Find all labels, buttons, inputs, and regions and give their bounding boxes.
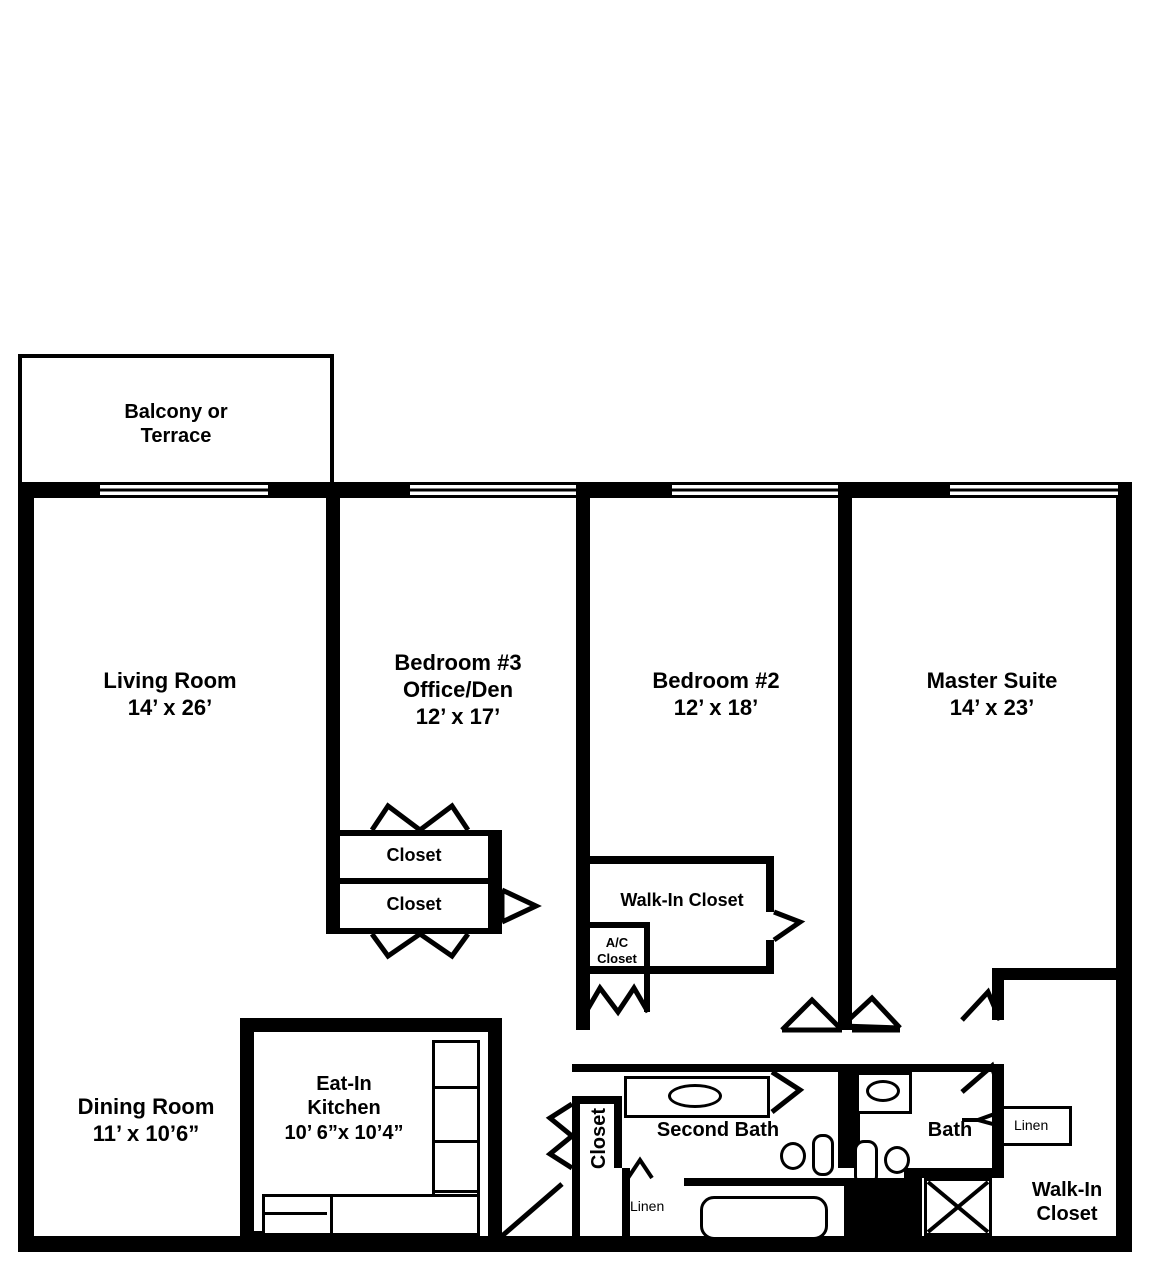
room-label-bedroom-2: Bedroom #2 12’ x 18’ <box>652 668 780 720</box>
linen-master-label: Linen <box>1014 1117 1049 1133</box>
second-bath-sink <box>668 1084 722 1108</box>
balcony-wall-left <box>18 354 22 490</box>
master-bath-top-wall <box>850 1064 1004 1072</box>
kitchen-wall-left <box>240 1018 254 1236</box>
closet-block-top-wall <box>326 830 502 836</box>
window-living-room <box>100 482 268 498</box>
room-label-living-room: Living Room 14’ x 26’ <box>103 668 237 720</box>
window-bedroom-2 <box>672 482 840 498</box>
room-label-bedroom-3: Bedroom #3 Office/Den 12’ x 17’ <box>394 650 522 729</box>
walkin-closet-bedroom2-label: Walk-In Closet <box>620 890 744 910</box>
master-walkin-wall-left <box>992 968 1004 1020</box>
hall-closet-top-wall <box>572 1096 622 1104</box>
master-walkin-wall-left-lower <box>992 1064 1004 1172</box>
kitchen-counter-bottom-divider-1 <box>330 1194 333 1236</box>
master-walkin-closet-label: Walk-In Closet <box>1031 1179 1103 1226</box>
balcony-wall-right <box>330 354 334 490</box>
kitchen-counter-divider-2 <box>432 1140 480 1143</box>
kitchen-wall-top <box>240 1018 414 1032</box>
exterior-wall-right <box>1116 482 1132 1252</box>
utility-block <box>844 1178 922 1236</box>
closet-label-lower: Closet <box>386 894 442 914</box>
room-label-kitchen: Eat-In Kitchen 10’ 6”x 10’4” <box>284 1073 404 1144</box>
walkin-bed2-bottom-wall <box>590 966 774 974</box>
closet-block-mid-wall <box>326 878 502 884</box>
wall-bedroom2-master <box>838 482 852 1030</box>
second-bath-label: Second Bath <box>656 1119 780 1141</box>
shower-pan-master <box>924 1178 992 1236</box>
exterior-wall-bottom <box>18 1236 1132 1252</box>
window-bedroom-3 <box>410 482 578 498</box>
window-master <box>950 482 1118 498</box>
kitchen-counter-bottom <box>262 1194 480 1236</box>
hall-closet-left-wall <box>572 1096 580 1236</box>
room-label-dining-room: Dining Room 11’ x 10’6” <box>77 1094 215 1146</box>
kitchen-counter-divider-1 <box>432 1086 480 1089</box>
ac-closet-top-wall <box>584 922 650 928</box>
room-label-master-suite: Master Suite 14’ x 23’ <box>926 668 1058 720</box>
second-bath-right-wall <box>838 1064 850 1168</box>
kitchen-counter-divider-3 <box>432 1190 480 1193</box>
closet-label-upper: Closet <box>386 845 442 865</box>
room-label-balcony: Balcony or Terrace <box>124 401 228 448</box>
second-bath-tub-wall-top <box>684 1178 844 1186</box>
second-bath-toilet <box>780 1142 806 1170</box>
exterior-wall-left <box>18 482 34 1252</box>
master-walkin-wall-top <box>992 968 1116 980</box>
hall-closet-label: Closet <box>588 1108 610 1170</box>
ac-closet-label: A/C Closet <box>597 935 637 966</box>
second-bath-tub <box>700 1196 828 1240</box>
linen-second-bath-label: Linen <box>630 1198 665 1214</box>
master-walkin-wall-divider <box>904 1168 1004 1178</box>
balcony-wall-top <box>18 354 334 358</box>
kitchen-counter-bottom-inner-line <box>265 1212 327 1215</box>
closet-block-bottom-wall <box>326 928 502 934</box>
master-bath-label: Bath <box>927 1119 973 1141</box>
linen-second-bath-wall <box>622 1168 630 1236</box>
kitchen-wall-right <box>488 1018 502 1236</box>
walkin-bed2-top-wall <box>590 856 774 864</box>
master-bath-sink <box>866 1080 900 1102</box>
second-bath-top-wall-right <box>792 1064 840 1072</box>
